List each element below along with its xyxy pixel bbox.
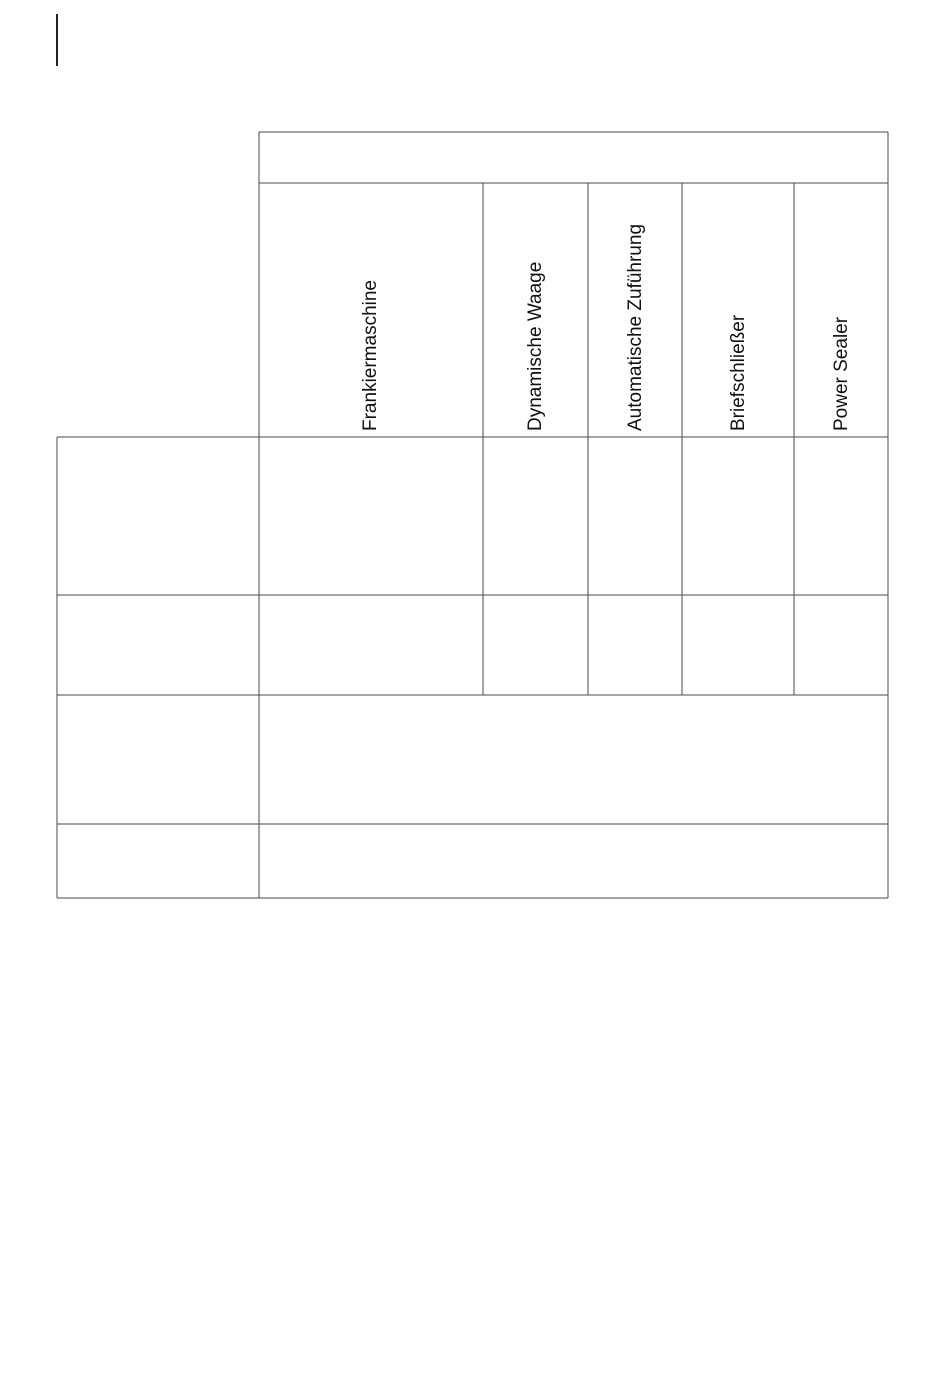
column-header-label: Dynamische Waage	[525, 261, 546, 431]
column-header-label: Power Sealer	[831, 316, 852, 431]
column-header-label: Automatische Zuführung	[625, 223, 646, 431]
column-header-label: Frankiermaschine	[360, 280, 381, 431]
column-header-label: Briefschließer	[728, 314, 749, 431]
